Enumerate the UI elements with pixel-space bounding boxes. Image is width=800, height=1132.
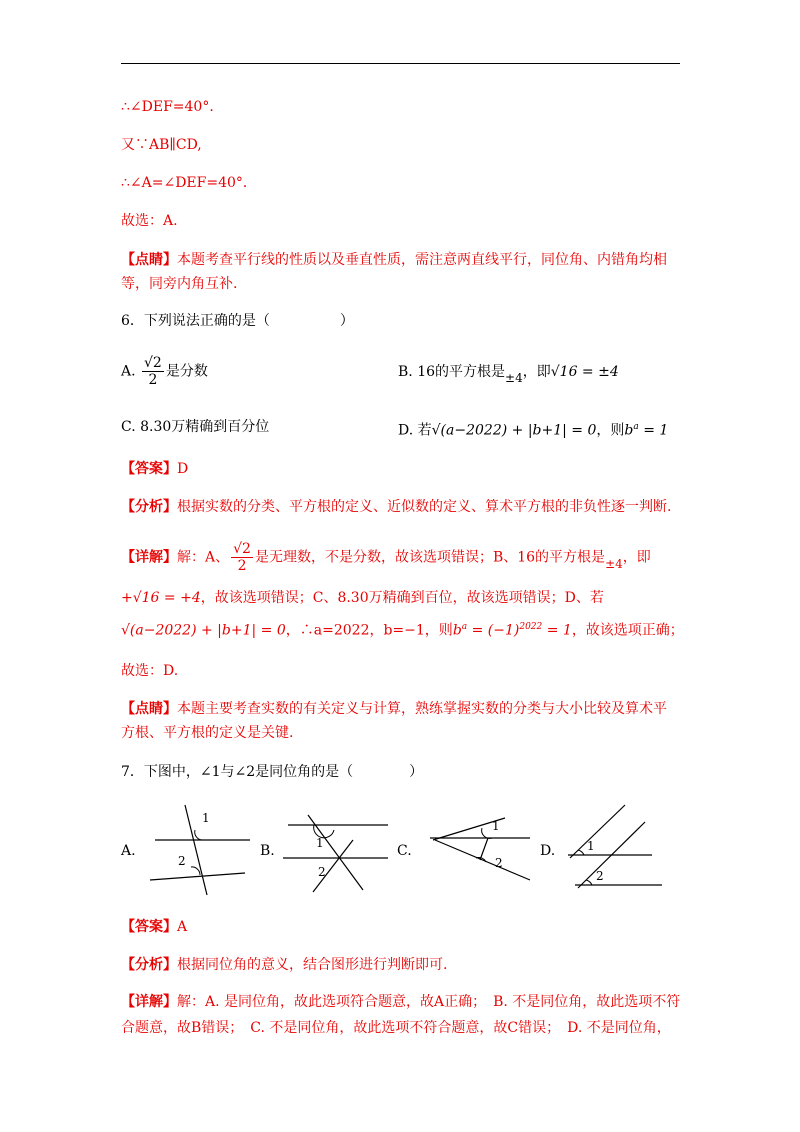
detail-line — [121, 617, 684, 641]
remark-line: 方根、平方根的定义是关键. — [121, 725, 294, 741]
detail-text: 解：A. 是同位角，故此选项符合题意，故A正确； B. 不是同位角，故此选项不符 — [177, 994, 681, 1010]
angle-2-label: 2 — [495, 856, 503, 870]
figure-c — [420, 800, 535, 895]
angle-1-label: 1 — [492, 819, 500, 833]
choose: 故选：D. — [121, 663, 179, 679]
power-exp: a — [633, 422, 639, 432]
sqrt-expr: √16 = ±4 — [550, 364, 619, 380]
angle-2-label: 2 — [596, 869, 604, 883]
fraction-den: 2 — [148, 372, 158, 388]
fraction-num: √2 — [233, 541, 251, 557]
text-line: ∴∠A=∠DEF=40°． — [121, 175, 257, 191]
detail-text: ，∴a=2022，b=−1，则 — [285, 622, 453, 639]
option-c-label: C. — [121, 419, 136, 435]
remark-tag: 【点睛】 — [121, 701, 177, 717]
text-line: 故选：A. — [121, 213, 178, 229]
option-d-label: D. — [398, 422, 414, 439]
detail-tag: 【详解】 — [121, 549, 177, 566]
power-base: b — [452, 622, 462, 639]
detail-text: 解：A、 — [177, 549, 230, 566]
option-b — [398, 362, 619, 385]
detail — [121, 541, 651, 574]
angle-2-label: 2 — [178, 854, 186, 868]
answer-value: D — [177, 461, 189, 477]
remark-text: 本题主要考查实数的有关定义与计算，熟练掌握实数的分类与大小比较及算术平 — [177, 701, 667, 717]
answer-tag: 【答案】 — [121, 919, 177, 935]
detail-tag: 【详解】 — [121, 994, 177, 1010]
figure-b — [278, 800, 393, 900]
remark-tag: 【点睛】 — [121, 252, 177, 268]
option-d-text2: ，则 — [596, 422, 625, 439]
detail — [121, 992, 680, 1012]
angle-1-label: 1 — [316, 836, 324, 850]
power-base: b — [624, 422, 634, 439]
fraction-num: √2 — [144, 355, 162, 371]
pm4: ±4 — [505, 371, 523, 385]
answer-value: A — [177, 919, 188, 935]
figure-a — [145, 800, 255, 900]
power-exp: a — [461, 622, 468, 632]
option-b-text2: ，即 — [522, 364, 551, 380]
angle-1-label: 1 — [202, 811, 210, 825]
analysis-tag: 【分析】 — [121, 499, 177, 515]
option-a — [121, 355, 208, 388]
option-a-label: A. — [121, 363, 136, 380]
answer — [121, 917, 187, 937]
equation: √(a−2022) + |b+1| = 0 — [121, 622, 286, 639]
detail-line: 合题意，故B错误； C. 不是同位角，故此选项不符合题意，故C错误； D. 不是同位角， — [121, 1020, 671, 1036]
equation: = 1 — [638, 422, 669, 439]
figure-d-label: D. — [540, 843, 556, 859]
remark — [121, 250, 667, 270]
equation: = 1 — [542, 622, 572, 639]
angle-1-label: 1 — [587, 839, 595, 853]
analysis-tag: 【分析】 — [121, 957, 177, 973]
text-line: 又∵AB∥CD, — [121, 137, 202, 153]
answer-tag: 【答案】 — [121, 461, 177, 477]
text-line: 等，同旁内角互补. — [121, 276, 238, 292]
option-b-label: B. — [398, 364, 413, 380]
question-6-stem: 6．下列说法正确的是（ ） — [121, 313, 354, 329]
remark-text: 本题考查平行线的性质以及垂直性质，需注意两直线平行，同位角、内错角均相 — [177, 252, 667, 268]
text-line: ∴∠DEF=40°． — [121, 99, 224, 115]
option-c — [121, 417, 269, 437]
question-7-stem: 7．下图中，∠1与∠2是同位角的是（ ） — [121, 764, 424, 780]
figure-c-label: C. — [397, 843, 412, 859]
detail-text: 是无理数，不是分数，故该选项错误；B、16的平方根是 — [254, 549, 606, 566]
figure-a-label: A. — [121, 843, 136, 859]
power-exp: 2022 — [519, 622, 543, 632]
detail-text: ，故该选项错误；C、8.30万精确到百位，故该选项错误；D、若 — [200, 590, 604, 606]
remark — [121, 699, 667, 719]
pm4: ±4 — [605, 556, 623, 571]
fraction — [231, 541, 253, 574]
fraction-den: 2 — [237, 558, 247, 574]
figure-d — [560, 800, 670, 895]
option-d — [398, 417, 668, 441]
fraction — [142, 355, 164, 388]
header-rule — [121, 63, 680, 64]
analysis — [121, 955, 447, 975]
analysis — [121, 497, 671, 517]
option-d-text: 若 — [417, 422, 432, 439]
option-b-text: 16的平方根是 — [417, 364, 506, 380]
answer — [121, 459, 188, 479]
equation: = (−1) — [467, 622, 520, 639]
angle-2-label: 2 — [318, 865, 326, 879]
equation: √(a−2022) + |b+1| = 0 — [431, 422, 597, 439]
detail-text: ，故该选项正确； — [571, 622, 684, 639]
analysis-text: 根据同位角的意义，结合图形进行判断即可. — [177, 957, 448, 973]
detail-text: ，即 — [622, 549, 651, 566]
sqrt-expr: +√16 = +4 — [121, 590, 201, 606]
detail-line — [121, 588, 604, 608]
option-a-text: 是分数 — [165, 363, 208, 380]
figure-b-label: B. — [260, 843, 275, 859]
analysis-text: 根据实数的分类、平方根的定义、近似数的定义、算术平方根的非负性逐一判断. — [177, 499, 672, 515]
option-c-text: 8.30万精确到百分位 — [140, 419, 270, 435]
